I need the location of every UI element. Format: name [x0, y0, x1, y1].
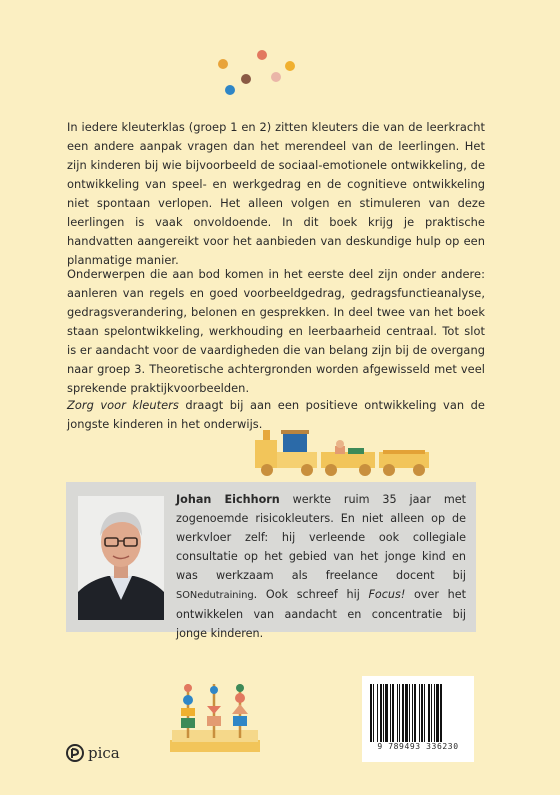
blurb-paragraph-2: Onderwerpen die aan bod komen in het eerste deel zijn onder andere: aanleren van regels en goed voorbeeldgedrag, gedragsfunctieanalyse, gedragsverandering, belonen en gesprekken. In deel twee van het boek staan spelontwikkeling, werkhouding en leerbaarheid centraal. Tot slot is er aandacht voor de vaardigheden die van belang zijn bij de overgang naar groep 3. Theoretische achtergronden worden afgewisseld met veel sprekende praktijkvoorbeelden.	[67, 267, 485, 395]
isbn-number: 9 789493 336230	[377, 742, 459, 751]
toy-train-illustration	[255, 430, 435, 490]
dot-5	[271, 72, 281, 82]
decorative-dots	[0, 0, 560, 110]
dot-3	[285, 61, 295, 71]
blurb-paragraph-3-rest: draagt bij aan een positieve ontwikkeling van de jongste kinderen in het onderwijs.	[67, 398, 485, 431]
author-portrait	[78, 496, 164, 620]
barcode-bars	[370, 684, 466, 742]
author-name: Johan Eichhorn	[176, 493, 280, 506]
organisation-name: SONedutraining	[176, 590, 254, 601]
blurb-paragraph-3	[67, 396, 485, 434]
barcode	[362, 676, 474, 762]
dot-4	[241, 74, 251, 84]
publisher-name: pica	[88, 744, 120, 762]
author-bio: Johan Eichhorn werkte ruim 35 jaar met zogenoemde risicokleuters. En niet alleen op de werkvloer zelf: hij verleende ook collegiale consultatie op het gebied van het jonge kind en was werkzaam als freelance docent bij SONedutraining. Ook schreef hij Focus! over het ontwikkelen van aandacht en concentratie bij jonge kinderen.	[176, 493, 466, 640]
author-box	[66, 482, 476, 640]
dot-6	[225, 85, 235, 95]
dot-1	[218, 59, 228, 69]
other-book-title: Focus!	[368, 588, 406, 601]
dot-2	[257, 50, 267, 60]
stacking-toy-illustration	[168, 680, 262, 760]
publisher-logo	[66, 740, 120, 766]
book-title: Zorg voor kleuters	[67, 398, 179, 412]
blurb-paragraph-1: In iedere kleuterklas (groep 1 en 2) zitten kleuters die van de leerkracht een andere aanpak vragen dan het merendeel van de leerlingen. Het zijn kinderen bij wie bijvoorbeeld de sociaal-emotionele ontwikkeling, de ontwikkeling van speel- en werkgedrag en de cognitieve ontwikkeling niet spontaan verlopen. Het alleen volgen en stimuleren van deze leerlingen is vaak onvoldoende. In dit boek krijg je praktische handvatten aangereikt voor het aanbieden van deskundige hulp op een planmatige manier.	[67, 120, 485, 267]
pica-logo-icon	[66, 744, 84, 762]
